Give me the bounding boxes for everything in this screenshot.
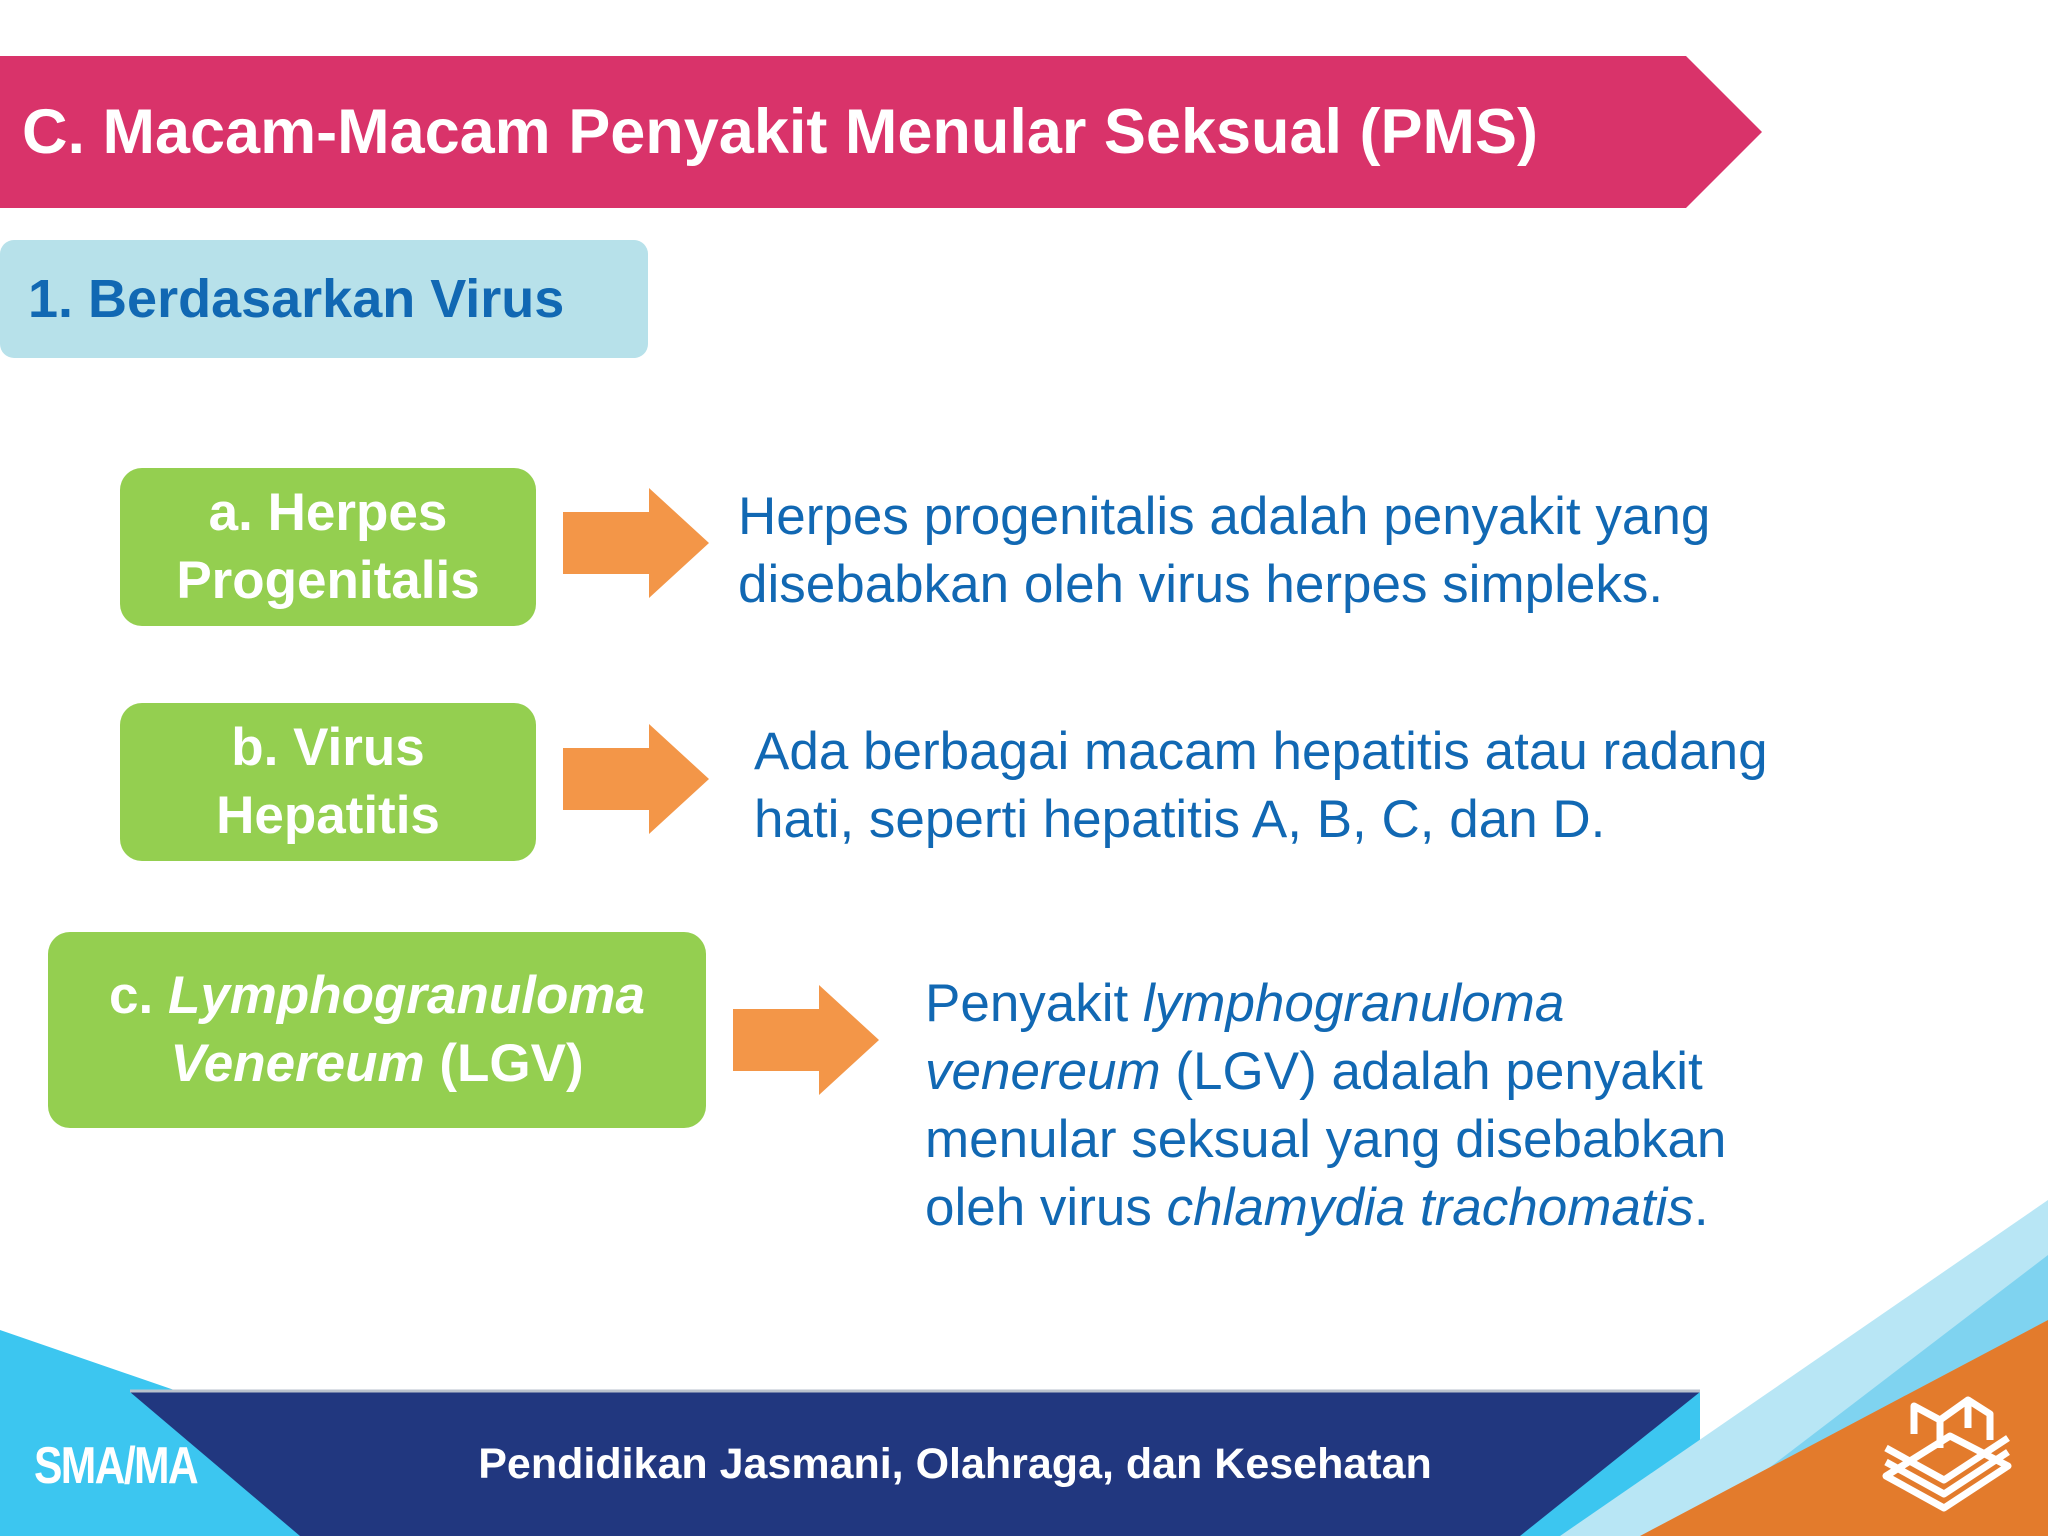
item-c-label-italic: Lymphogranuloma: [167, 966, 645, 1025]
item-c-desc-4b: chlamydia trachomatis: [1166, 1178, 1694, 1237]
subject-label: Pendidikan Jasmani, Olahraga, dan Kesehatan: [478, 1440, 1432, 1488]
item-c-desc-line3: menular seksual yang disebabkan: [925, 1110, 1727, 1169]
item-c-desc-1a: Penyakit: [925, 974, 1144, 1033]
section-heading: 1. Berdasarkan Virus: [28, 269, 565, 329]
item-a-desc-line1: Herpes progenitalis adalah penyakit yang: [738, 487, 1711, 546]
item-b-desc-line1: Ada berbagai macam hepatitis atau radang: [754, 722, 1768, 781]
item-c-label-suffix: (LGV): [424, 1034, 584, 1093]
item-b-label-line2: Hepatitis: [216, 786, 440, 845]
slide-title: C. Macam-Macam Penyakit Menular Seksual (PMS): [22, 97, 1539, 167]
item-c-desc-4a: oleh virus: [925, 1178, 1167, 1237]
item-b-label-line1: b. Virus: [231, 718, 425, 777]
item-a-label-line1: a. Herpes: [208, 483, 448, 542]
item-c-label-prefix: c.: [109, 966, 168, 1025]
item-c-desc-1b: lymphogranuloma: [1143, 974, 1565, 1033]
book-stack-icon: [1878, 1378, 2016, 1516]
item-c-desc-4c: .: [1693, 1178, 1709, 1237]
item-b-desc-line2: hati, seperti hepatitis A, B, C, dan D.: [754, 790, 1606, 849]
item-a-label-line2: Progenitalis: [176, 551, 480, 610]
school-level-label: SMA/MA: [34, 1437, 198, 1495]
item-c-desc-2b: (LGV) adalah penyakit: [1160, 1042, 1703, 1101]
item-c-desc-2a: venereum: [925, 1042, 1161, 1101]
item-a-desc-line2: disebabkan oleh virus herpes simpleks.: [738, 555, 1664, 614]
item-c-label-italic2: Venereum: [170, 1034, 425, 1093]
